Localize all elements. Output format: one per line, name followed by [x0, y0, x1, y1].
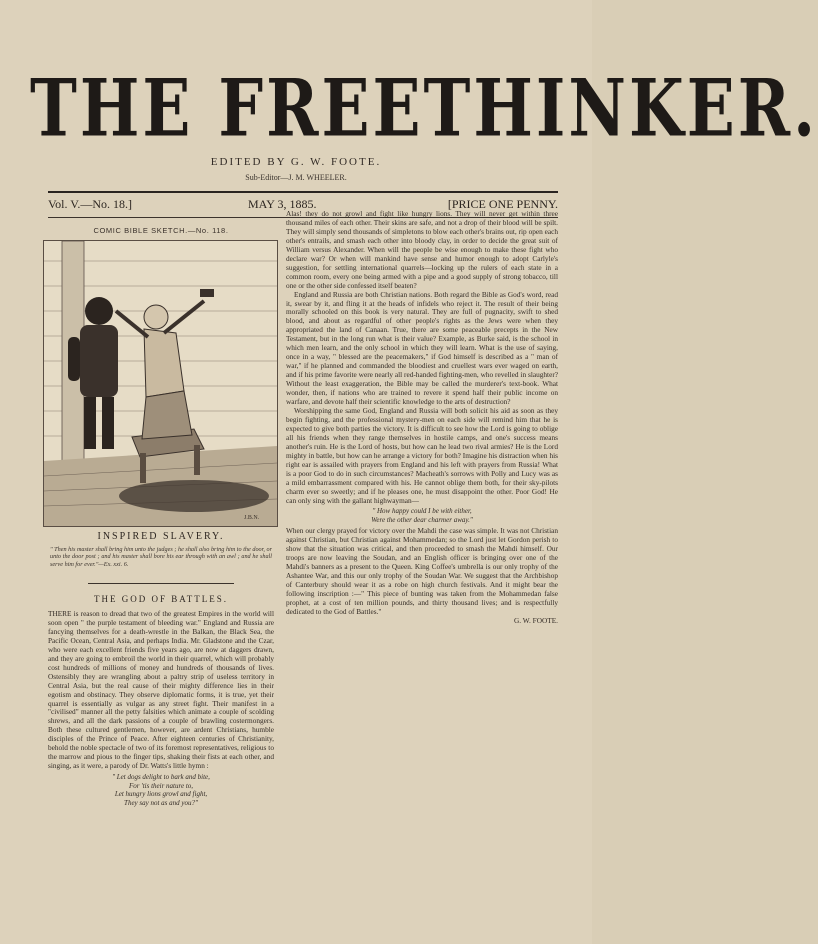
- inspired-slavery-illustration: [43, 240, 278, 527]
- artist-signature: J.B.N.: [244, 515, 260, 521]
- article-paragraph: THERE is reason to dread that two of the greatest Empires in the world will soon open " the purple testament of bleeding war." England and Russia are fancying themselves for a death-wrestle in the Balkan, the Black Sea, the Pacific Ocean, Central Asia, and perhaps India. Mr. Gladstone and the Czar, who were each excellent friends five years ago, are now at daggers drawn, and they are going to embroil the world in their quarrel, which will probably cost hundreds of millions of money and hundreds of thousands of lives. Ostensibly they are wrangling about a paltry strip of useless territory in Central Asia, but the real cause of their mighty difference lies in their egotism and obstinacy. They observe diplomatic forms, it is true, yet their quarrel is essentially as vulgar as any street fight. Their manifest in a "civilised" manner all the petty falsities which animate a couple of scolding shrews, and all the dark passions of a couple of brawling costermongers. Both these cultured gentlemen, however, are ardent Christians, humble disciples of the Prince of Peace. After eighteen centuries of Christianity, behold the noble spectacle of two of its foremost representatives, religious to the marrow and pious to the finger tips, shaking their fists at each other, and singing, as it were, a parody of Dr. Watts's little hymn :: [48, 609, 274, 771]
- verse-line: Let hungry lions growl and fight,: [114, 790, 208, 799]
- sketch-caption: INSPIRED SLAVERY.: [97, 531, 225, 542]
- hymn-verse: [48, 773, 274, 807]
- issue-date: MAY 3, 1885.: [248, 197, 317, 211]
- verse-line: " Let dogs delight to bark and bite,: [112, 773, 210, 782]
- article-paragraph: When our clergy prayed for victory over the Mahdi the case was simple. It was not Christian against Christian, but Christian against Mohammedan; so the Lord just let Gordon perish to show that the situation was critical, and then proceeded to smash the Mahdi himself. Our troops are now leaving the Soudan, and an English officer is bringing over one of the Mahdi's banners as a present to the Queen. King Coffee's umbrella is our only trophy of the Ashantee War, and this our only trophy of the Soudan War. We suggest that the Archbishop of Canterbury should wear it as a robe on high church festivals. And it might bear the following inscription :—" This piece of bunting was taken from the Mohammedan false prophet, at a cost of ten million pounds, and thirty thousand lives; and is respectfully dedicated to the God of Battles.": [286, 526, 558, 617]
- masthead-title: THE FREETHINKER.: [30, 61, 818, 155]
- article-paragraph: England and Russia are both Christian nations. Both regard the Bible as God's word, read it, swear by it, and fling it at the heads of infidels who reject it. The result of their being morally schooled on this book is very natural. They are full of pugnacity, swift to shed blood, and about as regardful of other people's rights as the Jews were when they appropriated the land of Canaan. True, there are some peaceable precepts in the New Testament, but in the long run what is their value? Example, as Burke said, is the school in which men learn, and the only school in which they will learn. What is the use of saying, once in a way, " blessed are the peacemakers," if God himself is described as a " man of war," if he planned and commanded the bloodiest and cruellest wars ever waged on earth, and if his prime favorite were nearly all red-handed fighting-men, who revelled in slaughter? Without the least exaggeration, the Bible may be called the murderer's text-book. What wonder, then, if nations who are trained to revere it spend half their public income on warfare, and devote half their scientific knowledge to the arts of destruction?: [286, 289, 558, 407]
- price: [PRICE ONE PENNY.: [447, 197, 558, 211]
- sketch-quote: " Then his master shall bring him unto the judges ; he shall also bring him to the door, or unto the door post ; and his master shall bore his ear through with an awl ; and he shall serve him for ever."—Ex. xxi. 6.: [50, 546, 272, 568]
- article-paragraph: Worshipping the same God, England and Russia will both solicit his aid as soon as they begin fighting, and the professional mystery-men on each side will remind him that he is expected to give both parties the victory. It is difficult to see how the Lord is going to oblige all his friends when they range themselves in hostile camps, and one's success means another's ruin. He is the Lord of hosts, but how can he lead two rival armies? He is the Lord mighty in battle, but how can he arrange a victory for both? Imagine his distraction when his right ear is assailed with prayers from England and his left with prayers from Russia! What is a poor God to do in such circumstances? Macheath's sorrows with Polly and Lucy was as a mild embarrassment compared with his. He cannot oblige them both, for their sky-pilots charm ever so sweetly; and if he pleases one, he must disappoint the other. Poor God! He can only sing with the gallant highwayman—: [286, 405, 558, 505]
- song-verse: [286, 507, 558, 524]
- top-rule: [48, 191, 558, 193]
- verse-line: " How happy could I be with either,: [372, 507, 472, 516]
- edited-by-line: EDITED BY G. W. FOOTE.: [210, 156, 382, 168]
- verse-line: They say not as and you?": [124, 798, 198, 807]
- sub-editor-line: Sub-Editor—J. M. WHEELER.: [245, 173, 347, 182]
- volume-number: Vol. V.—No. 18.]: [48, 197, 133, 211]
- article-title: THE GOD OF BATTLES.: [94, 594, 228, 604]
- verse-line: Were the other dear charmer away.": [371, 515, 473, 524]
- author-signature: G. W. FOOTE.: [514, 615, 558, 625]
- article-left-column: [48, 610, 274, 810]
- section-divider: [88, 583, 234, 584]
- verse-line: For 'tis their nature to,: [128, 781, 194, 790]
- sketch-title: COMIC BIBLE SKETCH.—No. 118.: [93, 226, 229, 235]
- article-right-column: [286, 210, 558, 626]
- article-paragraph: Alas! they do not growl and fight like hungry lions. They will never get within three thousand miles of each other. Their skins are safe, and not a drop of their blood will be spilt. They will simply send thousands of simpletons to blow each other's brains out, rip open each other's entrails, and smash each other into bloody clay, in order to decide the great suit of William versus Alexander. When will the people be wise enough to make these fight who declare war? Or when will mankind have sense and humor enough to adopt Carlyle's suggestion, for settling international quarrels—locking up the rulers of each state in a common room, every one being armed with a pipe and a good supply of strong tobacco, till one or the other side confessed itself beaten?: [286, 209, 558, 290]
- engraving-icon: [44, 241, 277, 526]
